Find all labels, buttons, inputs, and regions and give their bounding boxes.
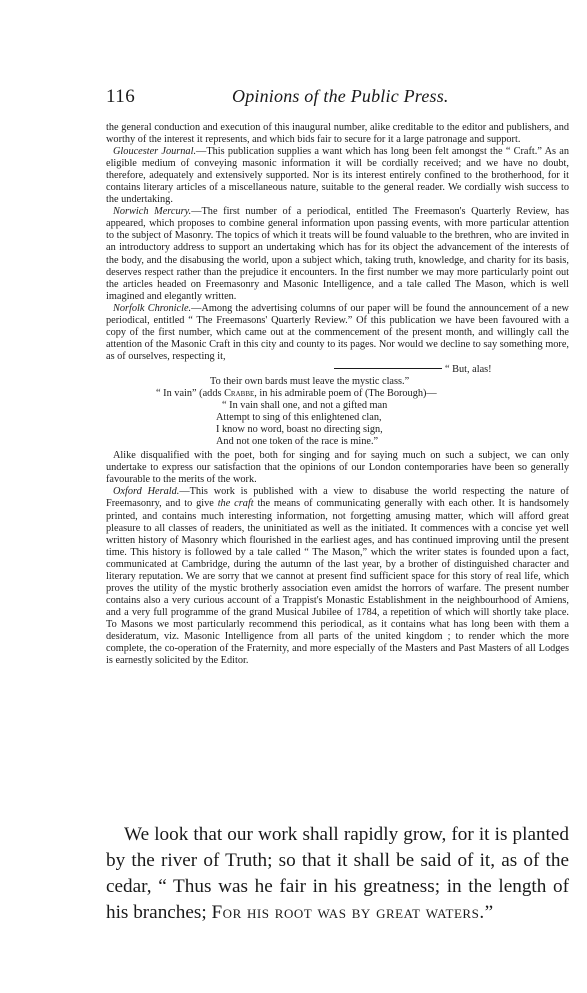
verse-line-3-a: “ In vain” (adds xyxy=(156,388,222,400)
page-number: 116 xyxy=(106,86,136,107)
oxford-craft: the craft xyxy=(217,498,254,510)
oxford-text-b: the means of communicating generally with each other. It is handsomely printed, and contains much interesting information, not forgetting amusing matter, which will afford great pleasure to all classes of readers, the uninitiated as well as the initiated. It commences with a concise yet well written history of Masonry which flourished in the earliest ages, and has continued improving until the present time. This history is followed by a tale called “ The Mason,” which the writer states is founded upon a fact, communicated at Cambridge, during the autumn of the last year, by a brother of distinguished character and literary reputation. We are sorry that we cannot at present find sufficient space for this story of real life, which proves the utility of the mystic brotherly association even amidst the horrors of warfare. The present number contains also a very curious account of a Trappist's Monastic Establishment in the neighbourhood of Amiens, and a very full programme of the grand Musical Jubilee of 1784, a repetition of which will shortly take place. To Masons we most particularly recommend this periodical, as it contains what has long been with them a desideratum, viz. Masonic Intelligence from all parts of the united kingdom ; to render which the more complete, the co-operation of the Fraternity, and more especially of the Masters and Past Masters of all Lodges is earnestly solicited by the Editor. xyxy=(106,498,570,667)
epigraph-emphasis: For his root was by great waters. xyxy=(211,902,485,923)
running-head xyxy=(106,86,476,108)
norfolk-source: Norfolk Chronicle. xyxy=(113,302,192,314)
verse-line-3 xyxy=(106,388,569,400)
oxford-text-a: —This work is published with a view to disabuse the world respecting the nature of Freemasonry, and to give xyxy=(106,486,569,510)
verse-line-1-text: “ But, alas! xyxy=(445,363,492,375)
dash-rule xyxy=(334,368,442,369)
norwich-paragraph xyxy=(106,206,569,302)
intro-text: the general conduction and execution of this inaugural number, alike creditable to the editor and publishers, and worthy of the interest it represents, and which bids fair to secure for it a large patronage and support. xyxy=(106,122,569,146)
poet-name: Crabbe xyxy=(224,388,255,400)
gloucester-text: —This publication supplies a want which has long been felt amongst the “ Craft.” As an eligible medium of conveying masonic information it will be cordially received; and we have no doubt, therefore, adequately and extensively supported. Nor is its interest entirely confined to the brotherhood, for it contains literary articles of a miscellaneous nature, suitable to the general reader. We cordially wish success to the undertaking. xyxy=(106,146,569,206)
article-body xyxy=(106,122,569,667)
norwich-source: Norwich Mercury. xyxy=(113,206,192,218)
verse-line-5: Attempt to sing of this enlightened clan, xyxy=(216,412,382,424)
norfolk-paragraph xyxy=(106,303,569,363)
oxford-source: Oxford Herald. xyxy=(113,486,180,498)
oxford-paragraph xyxy=(106,486,569,667)
verse-quotation xyxy=(106,364,569,450)
gloucester-source: Gloucester Journal. xyxy=(113,146,197,158)
norfolk-text: —Among the advertising columns of our paper will be found the announcement of a new periodical, entitled “ The Freemasons' Quarterly Review.” Of this publication we have been favoured with a copy of the first number, which came out at the commencement of the present month, and willingly call the attention of the Masonic Craft in this city and county to its pages. Nor would we decline to say something more, as of ourselves, respecting it, xyxy=(106,302,569,362)
verse-line-2: To their own bards must leave the mystic class.” xyxy=(210,375,410,387)
after-verse-text: Alike disqualified with the poet, both for singing and for saying much on such a subject, we can only undertake to express our satisfaction that the opinions of our London contemporaries have been so generally favourable to the merits of the work. xyxy=(106,450,569,486)
epigraph-close-quote: ” xyxy=(484,902,494,923)
verse-line-3-b: , in his admirable poem of (The Borough)— xyxy=(254,388,437,400)
norwich-text: —The first number of a periodical, entitled The Freemason's Quarterly Review, has appeared, which proposes to combine general information upon passing events, with more particular attention to the subject of Masonry. The topics of which it treats will be found valuable to the brethren, who are invited in an introductory address to support an undertaking which has for its object the advancement of the interests of the body, and the disabusing the world, upon a subject which, taking truth, knowledge, and charity for its basis, deserves respect rather than the prejudice it encounters. In the first number we may more particularly point out the articles headed on Freemasonry and Masonic Intelligence, and a tale called The Mason, which is well imagined and elegantly written. xyxy=(106,206,569,302)
running-title: Opinions of the Public Press. xyxy=(232,86,449,106)
intro-paragraph xyxy=(106,122,569,146)
closing-epigraph xyxy=(106,822,569,926)
verse-line-4: “ In vain shall one, and not a gifted man xyxy=(222,400,388,412)
epigraph-text: We look that our work shall rapidly grow, for it is planted by the river of Truth; so that it shall be said of it, as of the cedar, “ Thus was he fair in his greatness; in the length of his branches; xyxy=(106,824,569,923)
gloucester-paragraph xyxy=(106,146,569,206)
verse-line-1 xyxy=(106,364,569,376)
verse-line-7: And not one token of the race is mine.” xyxy=(216,436,379,448)
verse-line-6: I know no word, boast no directing sign, xyxy=(216,424,383,436)
after-verse-paragraph xyxy=(106,450,569,486)
